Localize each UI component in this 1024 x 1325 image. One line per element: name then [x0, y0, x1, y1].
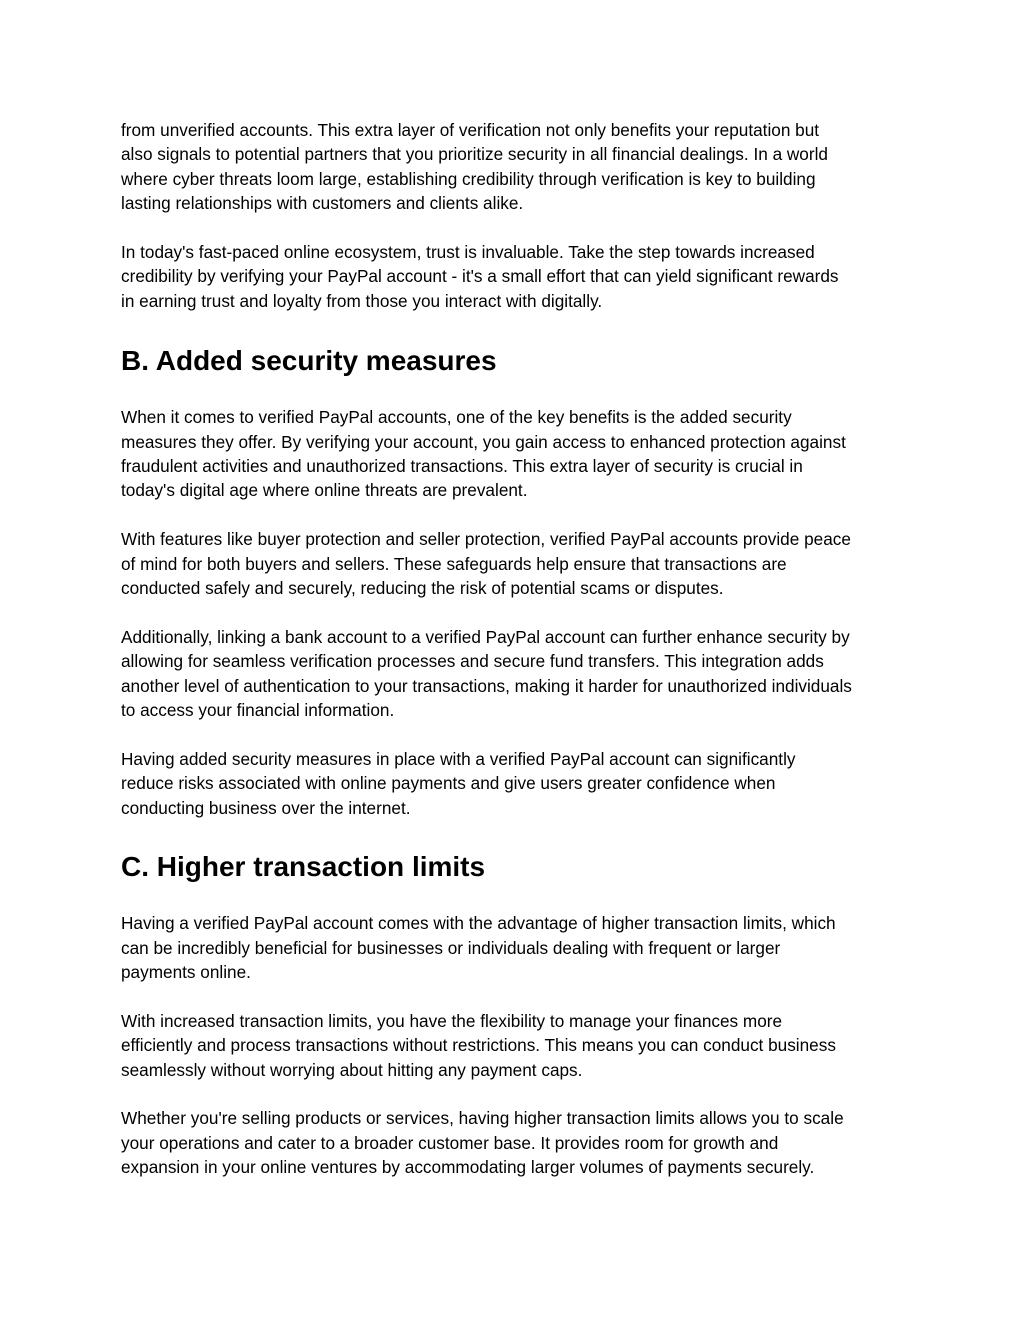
section-c-paragraph-3: Whether you're selling products or services, having higher transaction limits allows you to scale your operations and cater to a broader customer base. It provides room for growth and expansion in your online ventures by accommodating larger volumes of payments securely. — [121, 1108, 844, 1178]
intro-paragraph-2: In today's fast-paced online ecosystem, trust is invaluable. Take the step towards increased credibility by verifying your PayPal account - it's a small effort that can yield significant rewards in earning trust and loyalty from those you interact with digitally. — [121, 242, 839, 311]
paragraph-gap — [121, 503, 911, 527]
section-b-paragraph-4: Having added security measures in place with a verified PayPal account can significantly reduce risks associated with online payments and give users greater confidence when conducting business over the internet. — [121, 748, 796, 818]
paragraph-gap — [121, 984, 911, 1008]
paragraph-gap — [121, 600, 911, 624]
paragraph-gap — [121, 1082, 911, 1106]
intro-paragraph-1: from unverified accounts. This extra layer of verification not only benefits your reputation but also signals to potential partners that you prioritize security in all financial dealings. In a world where cyber threats loom large, establishing credibility through verification is key to building lasting relationships with customers and clients alike. — [121, 120, 828, 214]
section-b-heading: B. Added security measures — [121, 345, 497, 377]
section-b-paragraph-1: When it comes to verified PayPal accounts, one of the key benefits is the added security measures they offer. By verifying your account, you gain access to enhanced protection against fraudulent activities and unauthorized transactions. This extra layer of security is crucial in today's digital age where online threats are prevalent. — [121, 407, 846, 501]
paragraph-gap — [121, 722, 911, 746]
section-b-paragraph-2: With features like buyer protection and seller protection, verified PayPal accounts provide peace of mind for both buyers and sellers. These safeguards help ensure that transactions are conducted safely and securely, reducing the risk of potential scams or disputes. — [121, 529, 851, 599]
paragraph-gap — [121, 216, 911, 240]
section-c-heading: C. Higher transaction limits — [121, 851, 486, 883]
section-b-paragraph-3: Additionally, linking a bank account to a verified PayPal account can further enhance security by allowing for seamless verification processes and secure fund transfers. This integration adds another level of authentication to your transactions, making it harder for unauthorized individuals to access your financial information. — [121, 626, 852, 721]
section-c-paragraph-2: With increased transaction limits, you have the flexibility to manage your finances more efficiently and process transactions without restrictions. This means you can conduct business seamlessly without worrying about hitting any payment caps. — [121, 1010, 836, 1080]
document-page — [121, 118, 911, 1180]
section-c-paragraph-1: Having a verified PayPal account comes with the advantage of higher transaction limits, which can be incredibly beneficial for businesses or individuals dealing with frequent or larger payments online. — [121, 913, 836, 982]
